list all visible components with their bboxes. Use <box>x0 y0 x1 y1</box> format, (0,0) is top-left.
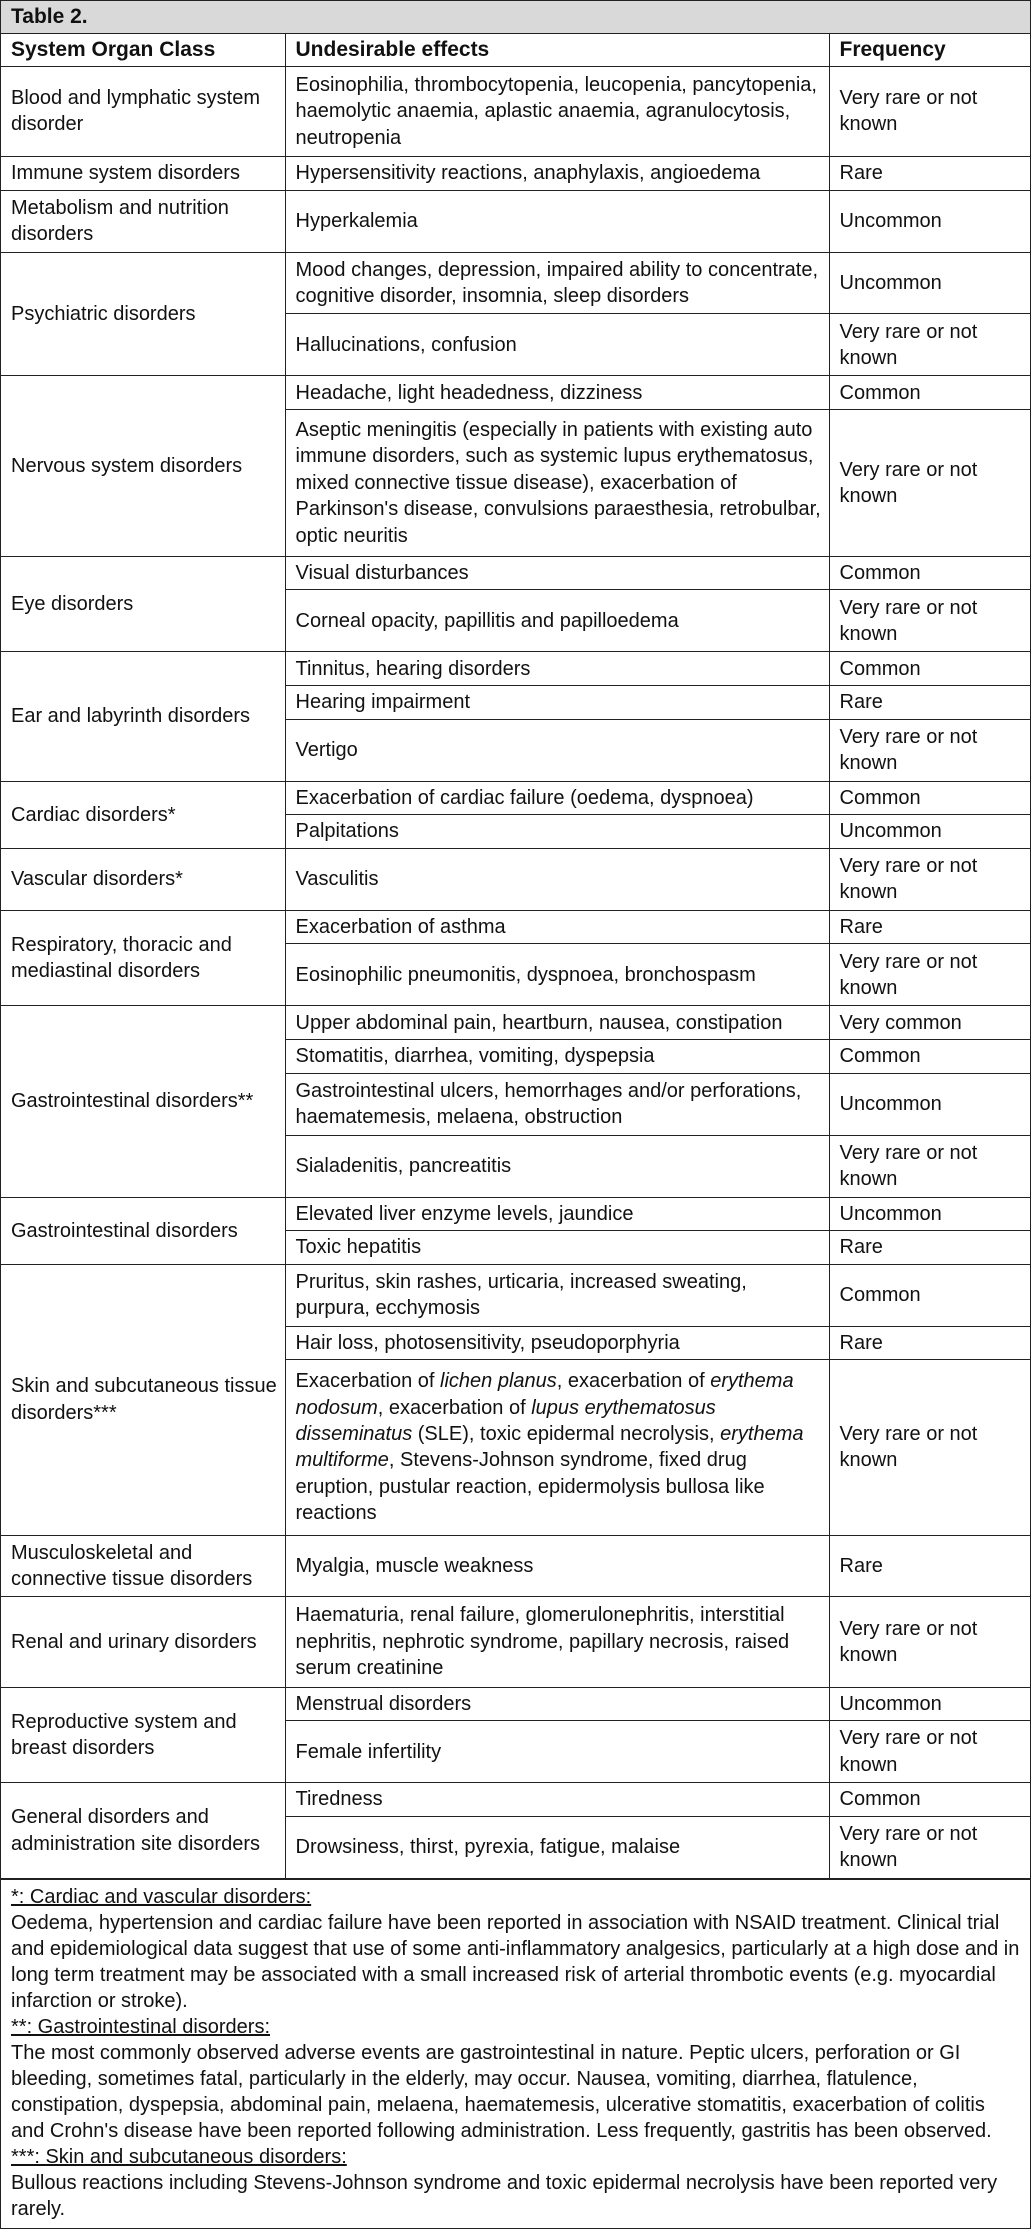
header-row <box>1 34 1030 66</box>
header-undesirable-effects: Undesirable effects <box>285 34 829 66</box>
organ-class-cell: Blood and lymphatic system disorder <box>1 66 285 156</box>
table-row <box>1 910 1030 944</box>
table-row <box>1 848 1030 910</box>
effect-cell: Stomatitis, diarrhea, vomiting, dyspepsia <box>285 1040 829 1074</box>
table-title: Table 2. <box>1 1 1030 34</box>
frequency-cell: Common <box>829 1783 1030 1817</box>
table-row <box>1 1197 1030 1231</box>
frequency-cell: Very rare or not known <box>829 1597 1030 1687</box>
frequency-cell: Uncommon <box>829 1687 1030 1721</box>
organ-class-cell: Reproductive system and breast disorders <box>1 1687 285 1783</box>
effect-cell: Exacerbation of asthma <box>285 910 829 944</box>
table-body <box>1 66 1030 1878</box>
frequency-cell: Very rare or not known <box>829 590 1030 652</box>
footnote-heading: *: Cardiac and vascular disorders: <box>11 1886 312 1908</box>
table-row <box>1 556 1030 590</box>
frequency-cell: Common <box>829 1264 1030 1326</box>
frequency-cell: Very common <box>829 1006 1030 1040</box>
effect-cell: Menstrual disorders <box>285 1687 829 1721</box>
organ-class-cell: General disorders and administration site disorders <box>1 1783 285 1879</box>
effect-cell: Female infertility <box>285 1721 829 1783</box>
frequency-cell: Uncommon <box>829 190 1030 252</box>
effect-cell: Vertigo <box>285 719 829 781</box>
table-row <box>1 376 1030 410</box>
effect-cell: Corneal opacity, papillitis and papilloedema <box>285 590 829 652</box>
frequency-cell: Very rare or not known <box>829 1721 1030 1783</box>
frequency-cell: Uncommon <box>829 1073 1030 1135</box>
organ-class-cell: Gastrointestinal disorders** <box>1 1006 285 1197</box>
organ-class-cell: Vascular disorders* <box>1 848 285 910</box>
frequency-cell: Very rare or not known <box>829 314 1030 376</box>
organ-class-cell: Eye disorders <box>1 556 285 652</box>
footnote-heading: **: Gastrointestinal disorders: <box>11 2016 271 2038</box>
effect-italic-term: lupus erythematosus disseminatus <box>295 1396 716 1446</box>
organ-class-cell: Ear and labyrinth disorders <box>1 652 285 781</box>
frequency-cell: Uncommon <box>829 815 1030 849</box>
effect-cell: Visual disturbances <box>285 556 829 590</box>
effect-cell <box>285 1360 829 1535</box>
effect-cell: Sialadenitis, pancreatitis <box>285 1135 829 1197</box>
organ-class-cell: Cardiac disorders* <box>1 781 285 848</box>
effect-cell: Hypersensitivity reactions, anaphylaxis, angioedema <box>285 156 829 190</box>
footnote-text: The most commonly observed adverse events are gastrointestinal in nature. Peptic ulcers, perforation or GI bleeding, sometimes fatal, particularly in the elderly, may occur. Nausea, vomiting, diarrhea, flatulence, constipation, dyspepsia, abdominal pain, melaena, haematemesis, ulcerative stomatitis, exacerbation of colitis and Crohn's disease have been reported following administration. Less frequently, gastritis has been observed. <box>11 2042 992 2142</box>
effect-italic-term: erythema nodosum <box>295 1370 794 1419</box>
organ-class-cell: Immune system disorders <box>1 156 285 190</box>
frequency-cell: Common <box>829 652 1030 686</box>
frequency-cell: Common <box>829 376 1030 410</box>
effect-cell: Headache, light headedness, dizziness <box>285 376 829 410</box>
organ-class-cell: Metabolism and nutrition disorders <box>1 190 285 252</box>
organ-class-cell: Skin and subcutaneous tissue disorders*** <box>1 1264 285 1535</box>
frequency-cell: Common <box>829 556 1030 590</box>
effect-cell: Mood changes, depression, impaired ability to concentrate, cognitive disorder, insomnia, sleep disorders <box>285 252 829 314</box>
frequency-cell: Uncommon <box>829 1197 1030 1231</box>
footnote-text: Bullous reactions including Stevens-Johnson syndrome and toxic epidermal necrolysis have been reported very rarely. <box>11 2172 998 2220</box>
effect-text-fragment: , Stevens-Johnson syndrome, fixed drug eruption, pustular reaction, epidermolysis bullosa like reactions <box>295 1449 765 1525</box>
table-row <box>1 781 1030 815</box>
table-row <box>1 1535 1030 1597</box>
frequency-cell: Very rare or not known <box>829 1135 1030 1197</box>
frequency-cell: Very rare or not known <box>829 719 1030 781</box>
footnotes <box>1 1879 1030 2228</box>
adverse-effects-table <box>1 34 1030 1879</box>
footnote-text: Oedema, hypertension and cardiac failure have been reported in association with NSAID treatment. Clinical trial and epidemiological data suggest that use of some anti-inflammatory analgesics, particularly at a high dose and in long term treatment may be associated with a small increased risk of arterial thrombotic events (e.g. myocardial infarction or stroke). <box>11 1912 1020 2012</box>
table-row <box>1 1006 1030 1040</box>
effect-text-fragment: , exacerbation of <box>377 1396 532 1419</box>
effect-italic-term: lichen planus <box>440 1370 557 1393</box>
organ-class-cell: Respiratory, thoracic and mediastinal disorders <box>1 910 285 1006</box>
effect-cell: Exacerbation of cardiac failure (oedema, dyspnoea) <box>285 781 829 815</box>
table-row <box>1 156 1030 190</box>
effect-cell: Pruritus, skin rashes, urticaria, increased sweating, purpura, ecchymosis <box>285 1264 829 1326</box>
effect-cell: Tiredness <box>285 1783 829 1817</box>
frequency-cell: Very rare or not known <box>829 848 1030 910</box>
effect-text-fragment: Exacerbation of <box>295 1370 441 1393</box>
frequency-cell: Uncommon <box>829 252 1030 314</box>
effect-cell: Vasculitis <box>285 848 829 910</box>
frequency-cell: Very rare or not known <box>829 66 1030 156</box>
effect-cell: Myalgia, muscle weakness <box>285 1535 829 1597</box>
effect-text-fragment: (SLE), toxic epidermal necrolysis, <box>412 1423 721 1446</box>
effect-cell: Aseptic meningitis (especially in patients with existing auto immune disorders, such as systemic lupus erythematosus, mixed connective tissue disease), exacerbation of Parkinson's disease, convulsions paraesthesia, retrobulbar, optic neuritis <box>285 410 829 557</box>
table-row <box>1 1264 1030 1326</box>
table-row <box>1 66 1030 156</box>
frequency-cell: Very rare or not known <box>829 410 1030 557</box>
effect-italic-term: erythema multiforme <box>295 1423 804 1472</box>
table-row <box>1 1687 1030 1721</box>
frequency-cell: Rare <box>829 1535 1030 1597</box>
frequency-cell: Very rare or not known <box>829 1816 1030 1878</box>
frequency-cell: Rare <box>829 1231 1030 1265</box>
effect-cell: Tinnitus, hearing disorders <box>285 652 829 686</box>
effect-cell: Upper abdominal pain, heartburn, nausea, constipation <box>285 1006 829 1040</box>
organ-class-cell: Gastrointestinal disorders <box>1 1197 285 1264</box>
organ-class-cell: Nervous system disorders <box>1 376 285 556</box>
table-row <box>1 652 1030 686</box>
table-row <box>1 252 1030 314</box>
frequency-cell: Rare <box>829 1326 1030 1360</box>
effect-cell: Hyperkalemia <box>285 190 829 252</box>
effect-cell: Palpitations <box>285 815 829 849</box>
frequency-cell: Rare <box>829 156 1030 190</box>
header-frequency: Frequency <box>829 34 1030 66</box>
frequency-cell: Very rare or not known <box>829 944 1030 1006</box>
effect-cell: Elevated liver enzyme levels, jaundice <box>285 1197 829 1231</box>
effect-cell: Haematuria, renal failure, glomerulonephritis, interstitial nephritis, nephrotic syndrome, papillary necrosis, raised serum creatinine <box>285 1597 829 1687</box>
organ-class-cell: Musculoskeletal and connective tissue disorders <box>1 1535 285 1597</box>
frequency-cell: Very rare or not known <box>829 1360 1030 1535</box>
table-header <box>1 34 1030 66</box>
frequency-cell: Rare <box>829 910 1030 944</box>
frequency-cell: Common <box>829 781 1030 815</box>
effect-cell: Drowsiness, thirst, pyrexia, fatigue, malaise <box>285 1816 829 1878</box>
table-row <box>1 1783 1030 1817</box>
effect-cell: Gastrointestinal ulcers, hemorrhages and/or perforations, haematemesis, melaena, obstruction <box>285 1073 829 1135</box>
effect-cell: Eosinophilia, thrombocytopenia, leucopenia, pancytopenia, haemolytic anaemia, aplastic anaemia, agranulocytosis, neutropenia <box>285 66 829 156</box>
table-row <box>1 190 1030 252</box>
footnote-heading: ***: Skin and subcutaneous disorders: <box>11 2146 347 2168</box>
effect-cell: Toxic hepatitis <box>285 1231 829 1265</box>
effect-cell: Hearing impairment <box>285 686 829 720</box>
header-system-organ-class: System Organ Class <box>1 34 285 66</box>
effect-cell: Eosinophilic pneumonitis, dyspnoea, bronchospasm <box>285 944 829 1006</box>
effect-text-fragment: , exacerbation of <box>556 1370 711 1393</box>
frequency-cell: Common <box>829 1040 1030 1074</box>
frequency-cell: Rare <box>829 686 1030 720</box>
organ-class-cell: Renal and urinary disorders <box>1 1597 285 1687</box>
effect-cell: Hallucinations, confusion <box>285 314 829 376</box>
effect-cell: Hair loss, photosensitivity, pseudoporphyria <box>285 1326 829 1360</box>
organ-class-cell: Psychiatric disorders <box>1 252 285 376</box>
table-row <box>1 1597 1030 1687</box>
